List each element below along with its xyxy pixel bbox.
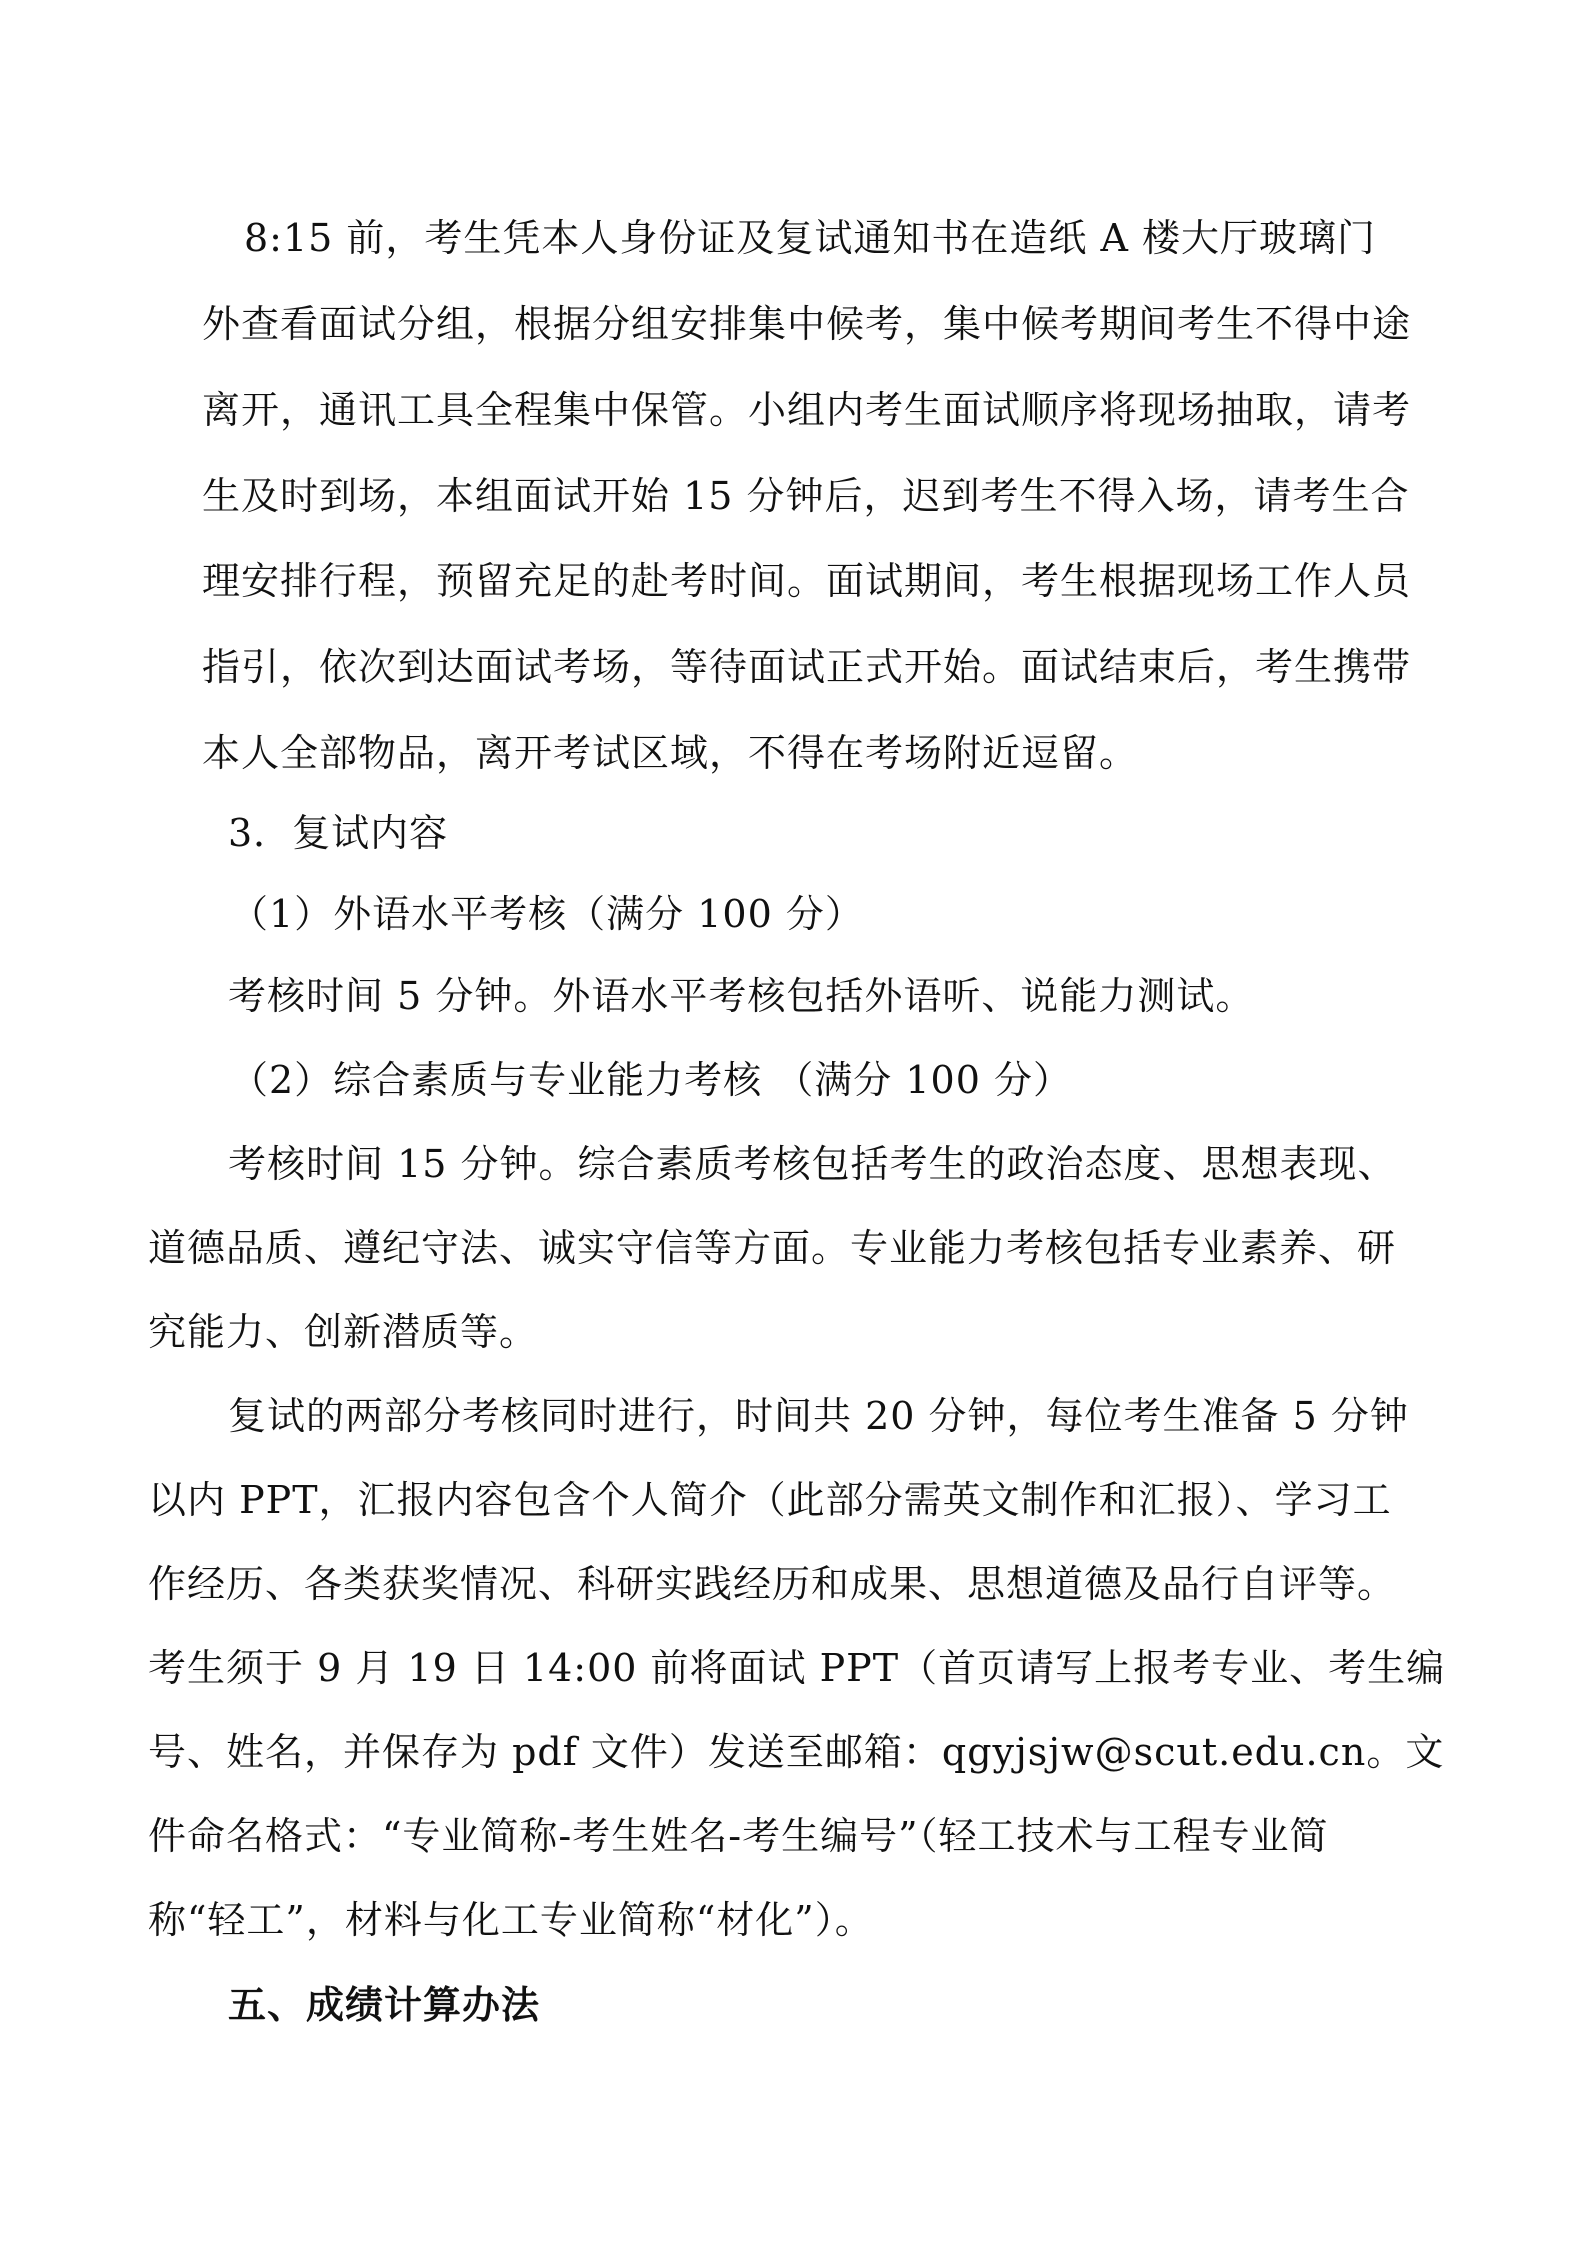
text-line: 8:15 前，考生凭本人身份证及复试通知书在造纸 A 楼大厅玻璃门 [244, 216, 1377, 260]
text-line: 以内 PPT，汇报内容包含个人简介（此部分需英文制作和汇报）、学习工 [148, 1478, 1392, 1522]
text-line: 理安排行程，预留充足的赴考时间。面试期间，考生根据现场工作人员 [202, 559, 1412, 603]
text-line: 称“轻工”，材料与化工专业简称“材化”）。 [148, 1898, 874, 1942]
section-title: 3．复试内容 [228, 811, 449, 855]
text-line: 考生须于 9 月 19 日 14:00 前将面试 PPT（首页请写上报考专业、考生编 [148, 1646, 1446, 1690]
item-title: （2）综合素质与专业能力考核 （满分 100 分） [230, 1058, 1072, 1102]
text-line: 生及时到场，本组面试开始 15 分钟后，迟到考生不得入场，请考生合 [202, 474, 1410, 518]
item-title: （1）外语水平考核（满分 100 分） [230, 892, 864, 936]
text-line: 外查看面试分组，根据分组安排集中候考，集中候考期间考生不得中途 [202, 302, 1412, 346]
text-line: 离开，通讯工具全程集中保管。小组内考生面试顺序将现场抽取，请考 [202, 388, 1412, 432]
section-heading: 五、成绩计算办法 [228, 1983, 541, 2027]
text-line: 考核时间 5 分钟。外语水平考核包括外语听、说能力测试。 [228, 974, 1255, 1018]
text-line: 号、姓名，并保存为 pdf 文件）发送至邮箱：qgyjsjw@scut.edu.cn。文 [148, 1730, 1445, 1774]
text-line: 复试的两部分考核同时进行，时间共 20 分钟，每位考生准备 5 分钟 [228, 1394, 1409, 1438]
text-line: 究能力、创新潜质等。 [148, 1310, 539, 1354]
text-line: 件命名格式：“专业简称-考生姓名-考生编号”（轻工技术与工程专业简 [148, 1814, 1329, 1858]
text-line: 本人全部物品，离开考试区域，不得在考场附近逗留。 [202, 731, 1139, 775]
text-line: 指引，依次到达面试考场，等待面试正式开始。面试结束后，考生携带 [202, 645, 1412, 689]
text-line: 作经历、各类获奖情况、科研实践经历和成果、思想道德及品行自评等。 [148, 1562, 1397, 1606]
text-line: 考核时间 15 分钟。综合素质考核包括考生的政治态度、思想表现、 [228, 1142, 1397, 1186]
text-line: 道德品质、遵纪守法、诚实守信等方面。专业能力考核包括专业素养、研 [148, 1226, 1397, 1270]
